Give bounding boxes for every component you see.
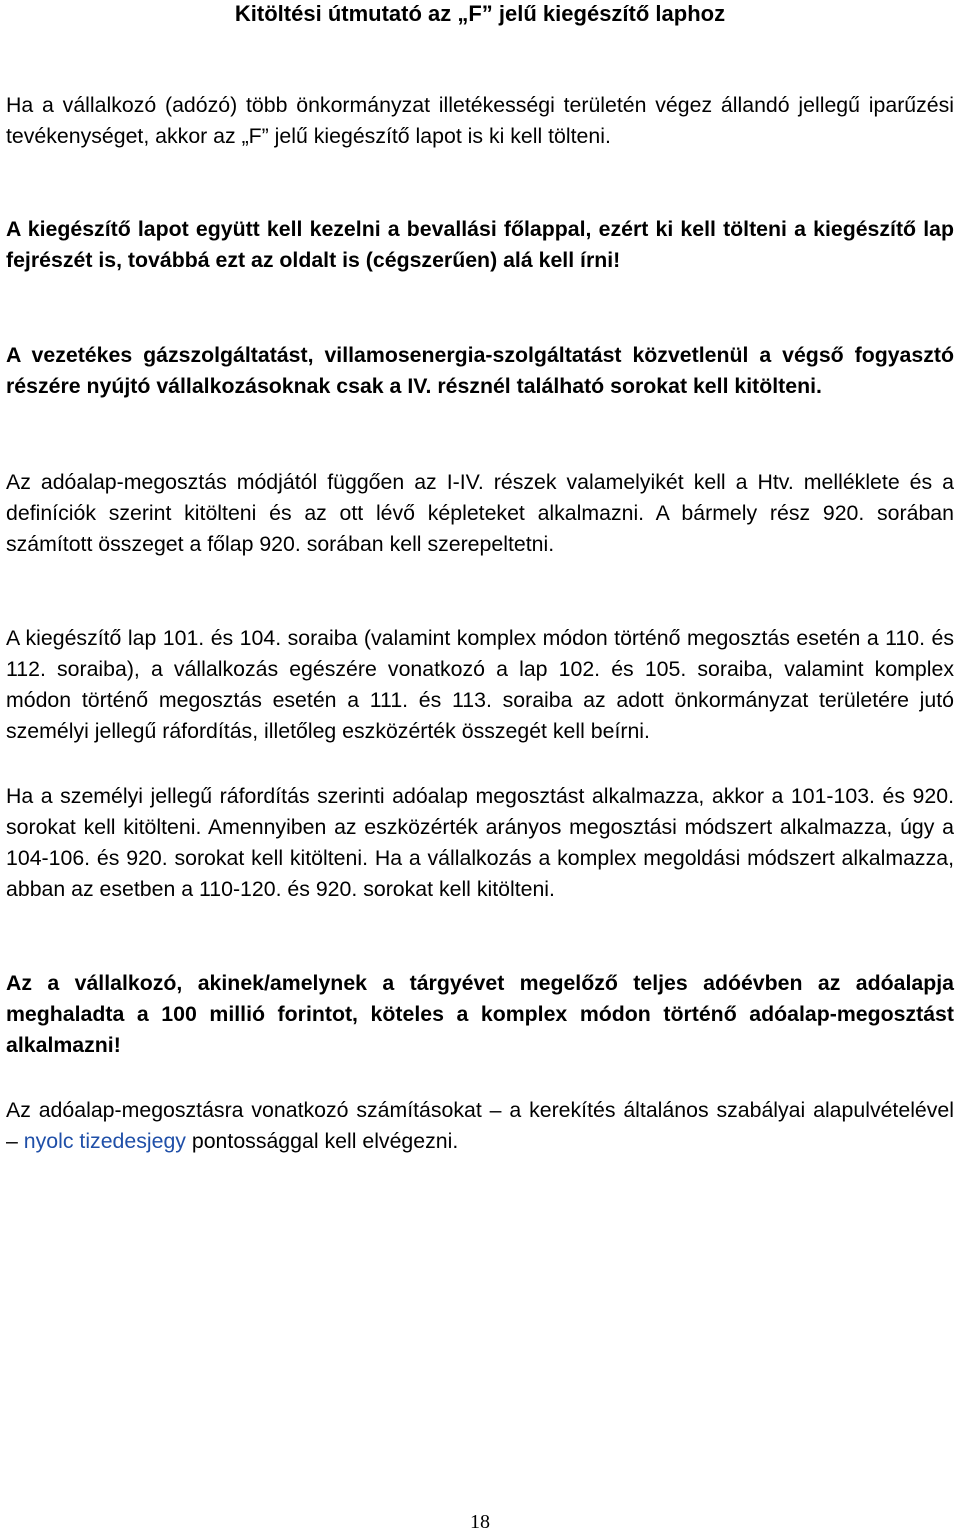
decimal-precision-highlight: nyolc tizedesjegy (23, 1129, 186, 1153)
paragraph-complex-obligation: Az a vállalkozó, akinek/amelynek a tárgyévet megelőző teljes adóévben az adóalapja meghaladta a 100 millió forintot, köteles a komplex módon történő adóalap-megosztást alkalmazni! (6, 971, 954, 1057)
page-title: Kitöltési útmutató az „F” jelű kiegészítő laphoz (234, 1, 726, 26)
rounding-text-end: pontossággal kell elvégezni. (185, 1129, 459, 1153)
paragraph-gas-electricity: A vezetékes gázszolgáltatást, villamosenergia-szolgáltatást közvetlenül a végső fogyasztó részére nyújtó vállalkozásoknak csak a IV. résznél található sorokat kell kitölteni. (6, 343, 954, 398)
paragraph-signature-note: A kiegészítő lapot együtt kell kezelni a bevallási főlappal, ezért ki kell tölteni a kiegészítő lap fejrészét is, továbbá ezt az oldalt is (cégszerűen) alá kell írni! (6, 217, 954, 272)
page-number: 18 (470, 1511, 490, 1533)
rounding-text-start: Az adóalap-megosztásra vonatkozó számításokat – a kerekítés általános szabályai alapulvételével – (6, 1098, 954, 1153)
paragraph-apportionment-method: Az adóalap-megosztás módjától függően az I-IV. részek valamelyikét kell a Htv. melléklete és a definíciók szerint kitölteni és az ott lévő képleteket alkalmazni. A bármely rész 920. sorában számított összeget a főlap 920. sorában kell szerepeltetni. (6, 470, 954, 556)
paragraph-method-rows: Ha a személyi jellegű ráfordítás szerinti adóalap megosztást alkalmazza, akkor a 101-103. és 920. sorokat kell kitölteni. Amennyiben az eszközérték arányos megosztási módszert alkalmazza, úgy a 104-106. és 920. sorokat kell kitölteni. Ha a vállalkozás a komplex megoldási módszert alkalmazza, abban az esetben a 110-120. és 920. sorokat kell kitölteni. (6, 784, 954, 901)
paragraph-rounding (6, 1095, 954, 1157)
paragraph-rows-101-104: A kiegészítő lap 101. és 104. soraiba (valamint komplex módon történő megosztás esetén a 110. és 112. soraiba), a vállalkozás egészére vonatkozó a lap 102. és 105. soraiba, valamint komplex módon történő megosztás esetén a 111. és 113. soraiba az adott önkormányzat területére jutó személyi jellegű ráfordítás, illetőleg eszközérték összegét kell beírni. (6, 626, 954, 743)
paragraph-intro: Ha a vállalkozó (adózó) több önkormányzat illetékességi területén végez állandó jellegű iparűzési tevékenységet, akkor az „F” jelű kiegészítő lapot is ki kell tölteni. (6, 93, 954, 148)
